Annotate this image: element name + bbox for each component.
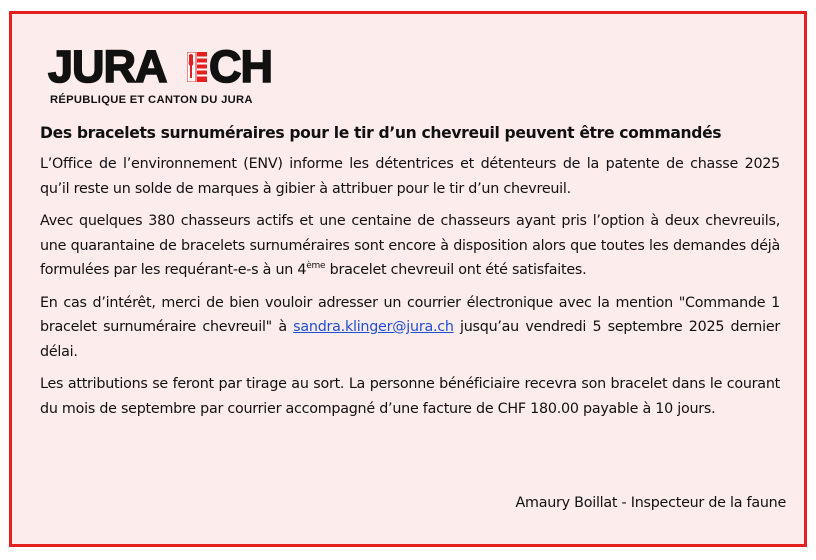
superscript-eme: ème bbox=[306, 261, 326, 271]
paragraph-2 bbox=[40, 209, 780, 283]
notice-body bbox=[40, 152, 780, 429]
paragraph-3 bbox=[40, 291, 780, 365]
notice-frame bbox=[9, 11, 807, 547]
notice-title: Des bracelets surnuméraires pour le tir d’un chevreuil peuvent être commandés bbox=[40, 124, 722, 142]
jura-crest-icon bbox=[187, 52, 207, 82]
logo-word-jura: JURA bbox=[48, 41, 167, 92]
paragraph-2-text-end: bracelet chevreuil ont été satisfaites. bbox=[325, 262, 587, 278]
logo-word-ch: CH bbox=[209, 41, 272, 92]
paragraph-2-text: Avec quelques 380 chasseurs actifs et une centaine de chasseurs ayant pris l’option à deux chevreuils, une quarantaine de bracelets surnuméraires sont encore à disposition alors que toutes les demandes déjà formulées par les requérant-e-s à un 4 bbox=[40, 213, 780, 278]
paragraph-4: Les attributions se feront par tirage au sort. La personne bénéficiaire recevra son bracelet dans le courant du mois de septembre par courrier accompagné d’une facture de CHF 180.00 payable à 10 jours. bbox=[40, 376, 780, 417]
signature: Amaury Boillat - Inspecteur de la faune bbox=[515, 495, 786, 511]
paragraph-3-text: En cas d’intérêt, merci de bien vouloir adresser un courrier électronique avec la mention "Commande 1 bracelet surnuméraire chevreuil" à bbox=[40, 294, 780, 335]
logo-subtitle: RÉPUBLIQUE ET CANTON DU JURA bbox=[50, 94, 253, 106]
jura-logo bbox=[48, 41, 288, 114]
paragraph-3-text-end: jusqu’au vendredi 5 septembre 2025 dernier délai. bbox=[40, 319, 780, 360]
paragraph-1: L’Office de l’environnement (ENV) informe les détentrices et détenteurs de la patente de chasse 2025 qu’il reste un solde de marques à gibier à attribuer pour le tir d’un chevreuil. bbox=[40, 156, 780, 197]
email-link[interactable]: sandra.klinger@jura.ch bbox=[293, 319, 454, 335]
